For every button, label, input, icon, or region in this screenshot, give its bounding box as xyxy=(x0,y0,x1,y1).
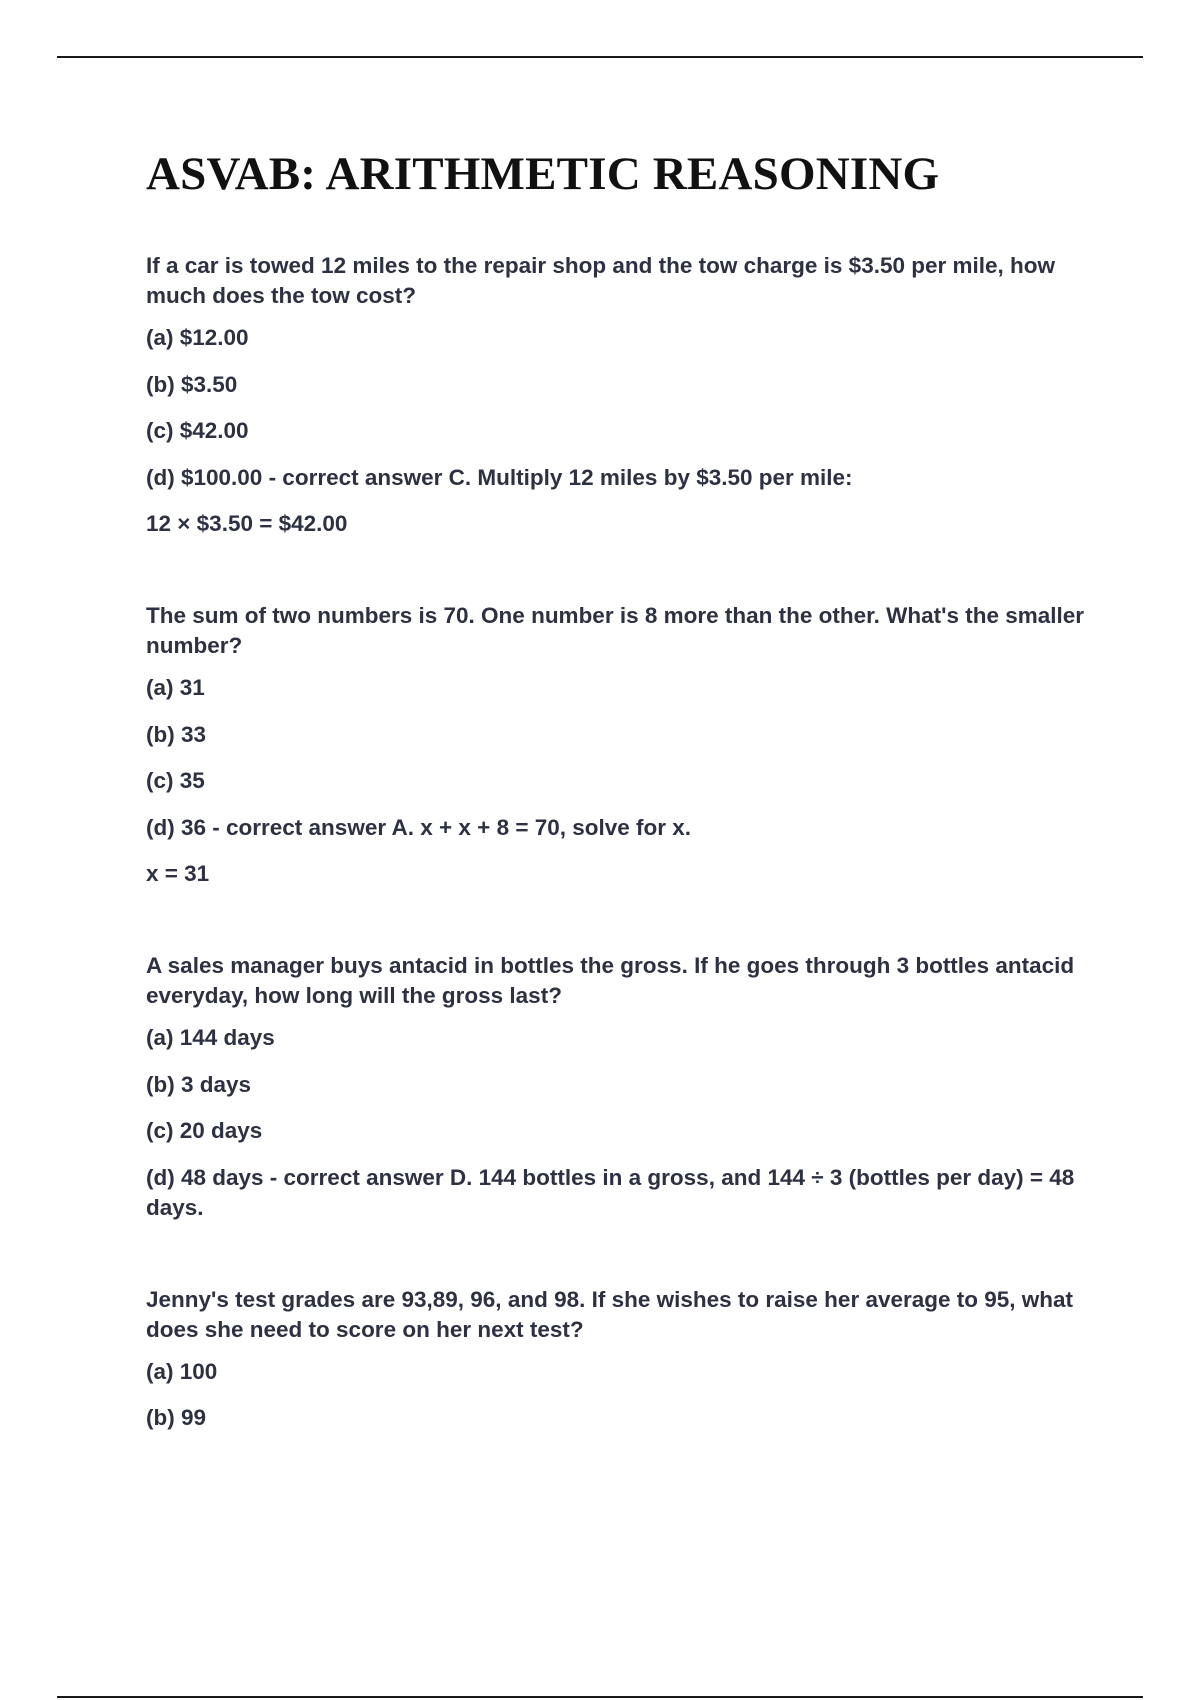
answer-option: (a) $12.00 xyxy=(146,325,249,350)
document-title: ASVAB: ARITHMETIC REASONING xyxy=(146,148,940,200)
question-3 xyxy=(146,951,1086,1223)
question-text: Jenny's test grades are 93,89, 96, and 98. If she wishes to raise her average to 95, what does she need to score on her next test? xyxy=(146,1286,1074,1342)
answer-option: (b) 3 days xyxy=(146,1071,252,1097)
answer-option: (b) 99 xyxy=(146,1405,207,1430)
answer-option: (a) 31 xyxy=(146,675,205,700)
answer-option: (c) 35 xyxy=(146,768,205,793)
answer-option-with-explanation: (d) $100.00 - correct answer C. Multiply 12 miles by $3.50 per mile: xyxy=(146,464,853,490)
answer-option: (b) $3.50 xyxy=(146,371,238,397)
answer-option-with-explanation: (d) 36 - correct answer A. x + x + 8 = 70, solve for x. xyxy=(146,814,692,840)
question-4 xyxy=(146,1285,1086,1434)
answer-explanation: 12 × $3.50 = $42.00 xyxy=(146,511,348,536)
bottom-rule xyxy=(57,1696,1143,1698)
answer-option: (a) 144 days xyxy=(146,1025,275,1050)
top-rule xyxy=(57,56,1143,58)
answer-option: (b) 33 xyxy=(146,721,207,747)
answer-option: (a) 100 xyxy=(146,1358,218,1384)
question-1 xyxy=(146,251,1086,539)
question-2 xyxy=(146,601,1086,889)
answer-option: (c) 20 days xyxy=(146,1118,263,1143)
answer-explanation: x = 31 xyxy=(146,861,210,886)
question-text: A sales manager buys antacid in bottles the gross. If he goes through 3 bottles antacid everyday, how long will the gross last? xyxy=(146,953,1075,1008)
answer-option: (c) $42.00 xyxy=(146,418,249,443)
document-body xyxy=(146,146,1086,1495)
answer-option-with-explanation: (d) 48 days - correct answer D. 144 bottles in a gross, and 144 ÷ 3 (bottles per day) = 48 days. xyxy=(146,1164,1075,1220)
question-text: The sum of two numbers is 70. One number is 8 more than the other. What's the smaller number? xyxy=(146,603,1085,658)
question-text: If a car is towed 12 miles to the repair shop and the tow charge is $3.50 per mile, how much does the tow cost? xyxy=(146,253,1056,308)
